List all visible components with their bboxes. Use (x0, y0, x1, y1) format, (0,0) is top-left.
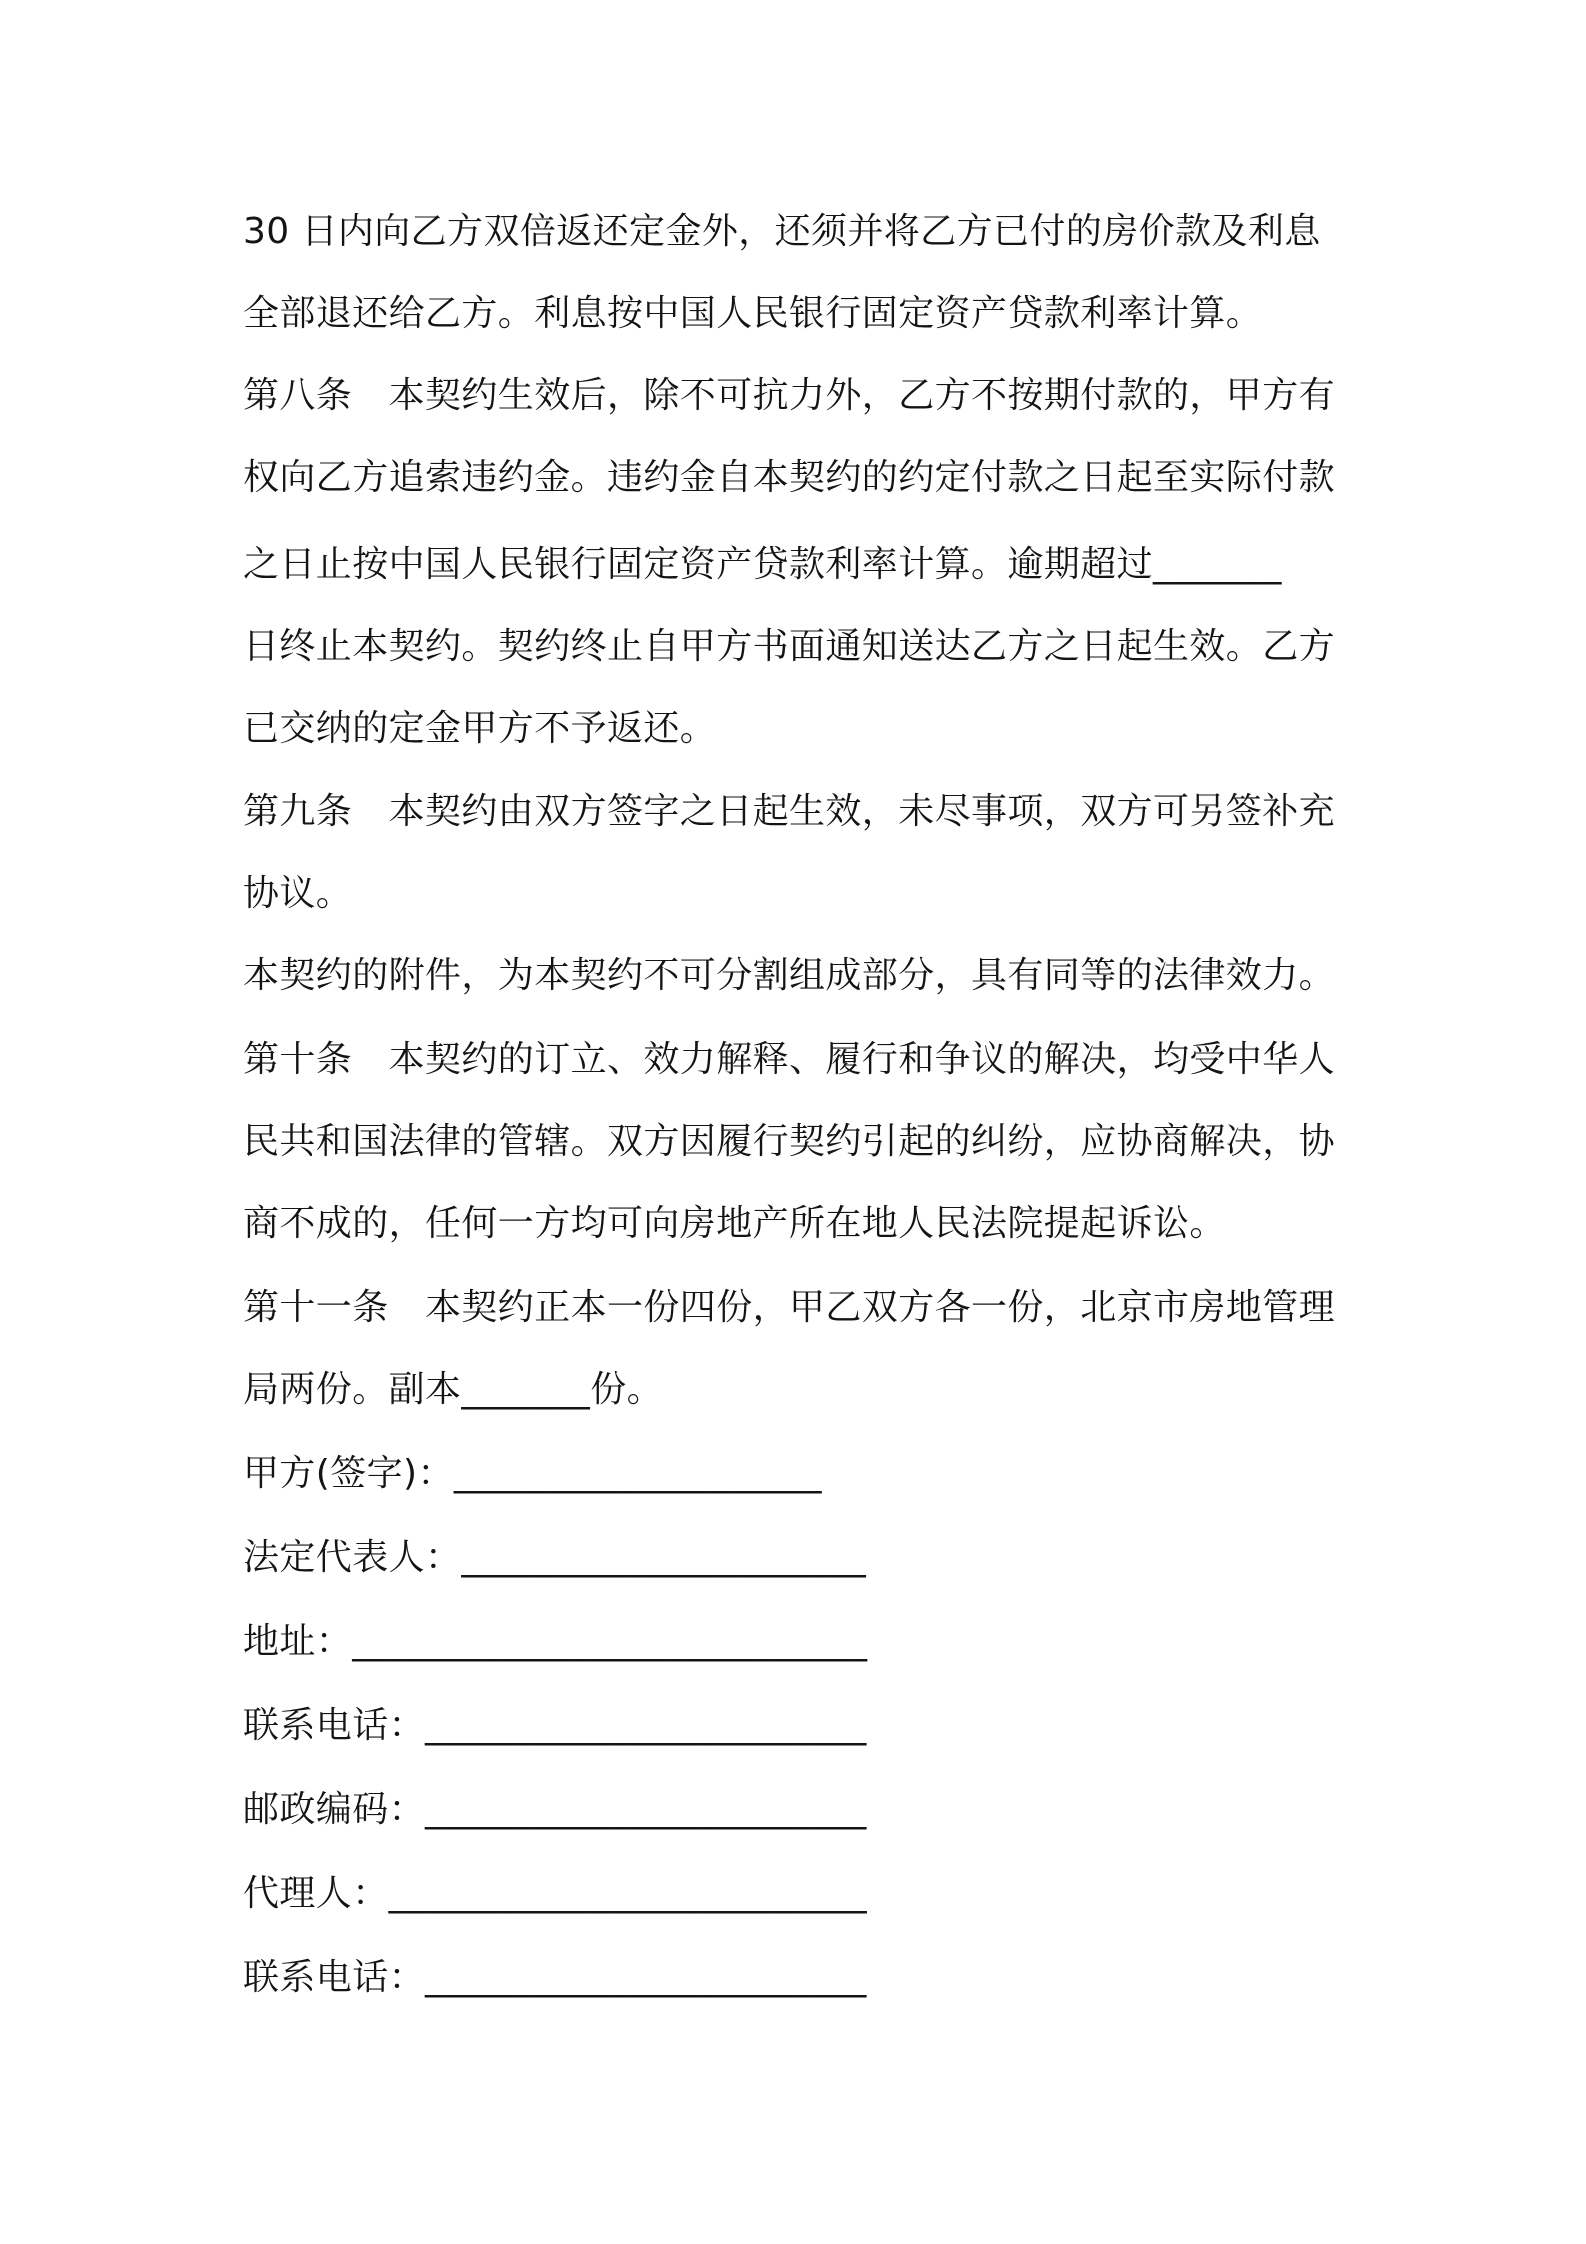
text-line: 协议。 (243, 873, 353, 914)
text-line: 之日止按中国人民银行固定资产贷款利率计算。逾期超过_______ (243, 544, 1282, 585)
text-line: 30 日内向乙方双倍返还定金外，还须并将乙方已付的房价款及利息 (243, 211, 1321, 252)
signature-field-party-a: 甲方(签字)：____________________ (243, 1453, 822, 1494)
agent-field: 代理人：__________________________ (243, 1873, 867, 1914)
text-line: 全部退还给乙方。利息按中国人民银行固定资产贷款利率计算。 (243, 293, 1263, 334)
text-line: 本契约的附件，为本契约不可分割组成部分，具有同等的法律效力。 (243, 955, 1336, 996)
article-11-heading-line: 第十一条 本契约正本一份四份，甲乙双方各一份，北京市房地管理 (243, 1287, 1336, 1328)
text-line: 民共和国法律的管辖。双方因履行契约引起的纠纷，应协商解决，协 (243, 1121, 1336, 1162)
text-line: 已交纳的定金甲方不予返还。 (243, 708, 717, 749)
postal-code-field: 邮政编码：________________________ (243, 1789, 867, 1830)
article-8-heading-line: 第八条 本契约生效后，除不可抗力外，乙方不按期付款的，甲方有 (243, 375, 1336, 416)
text-line: 局两份。副本_______份。 (243, 1369, 664, 1410)
address-field: 地址：____________________________ (243, 1621, 868, 1662)
phone-field: 联系电话：________________________ (243, 1705, 867, 1746)
article-9-heading-line: 第九条 本契约由双方签字之日起生效，未尽事项，双方可另签补充 (243, 791, 1336, 832)
text-line: 日终止本契约。契约终止自甲方书面通知送达乙方之日起生效。乙方 (243, 626, 1336, 667)
text-line: 商不成的，任何一方均可向房地产所在地人民法院提起诉讼。 (243, 1203, 1226, 1244)
text-line: 权向乙方追索违约金。违约金自本契约的约定付款之日起至实际付款 (243, 457, 1336, 498)
article-10-heading-line: 第十条 本契约的订立、效力解释、履行和争议的解决，均受中华人 (243, 1039, 1336, 1080)
phone-field: 联系电话：________________________ (243, 1957, 867, 1998)
legal-representative-field: 法定代表人：______________________ (243, 1537, 867, 1578)
